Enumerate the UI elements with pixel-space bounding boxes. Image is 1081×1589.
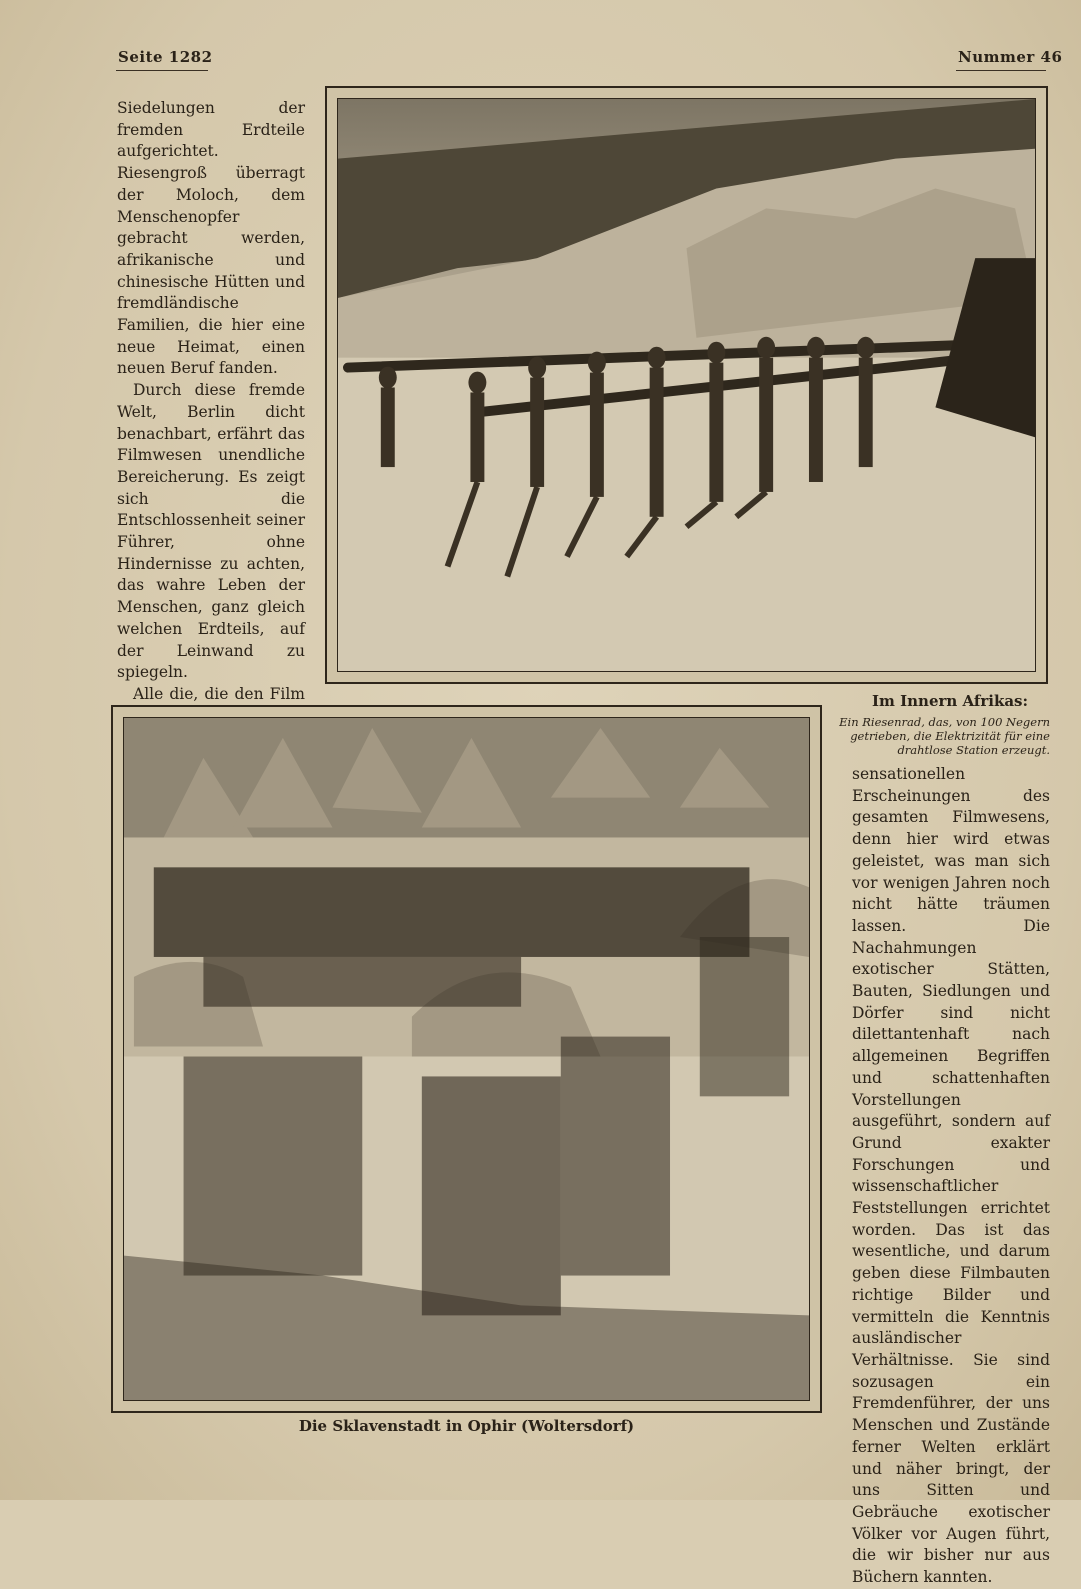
photo-giant-wheel — [325, 86, 1048, 684]
paragraph: Alle die, die den Film — [133, 684, 305, 703]
photo-slave-town — [111, 705, 822, 1413]
page-number-header: Seite 1282 — [118, 48, 213, 66]
paragraph: Durch diese fremde Welt, Berlin dicht benachbart, erfährt das Filmwesen unendliche Bereicherung. Es zeigt sich die Entschlossenheit seiner Führer, ohne Hindernisse zu achten, das wahre Leben der Menschen, ganz gleich welchen Erdteils, auf der Leinwand zu spiegeln. — [117, 381, 305, 682]
photo-giant-wheel-image — [337, 98, 1036, 672]
right-text-column — [852, 764, 1050, 1589]
photo-top-caption-title: Im Innern Afrikas: — [872, 692, 1029, 710]
paragraph: sensationellen Erscheinungen des gesamten Filmwesens, denn hier wird etwas geleistet, was man sich vor wenigen Jahren noch nicht hätte träumen lassen. Die Nachahmungen exotischer Stätten, Bauten, Siedlungen und Dörfer sind nicht dilettantenhaft nach allgemeinen Begriffen und schattenhaften Vorstellungen ausgeführt, sondern auf Grund exakter Forschungen und wissenschaftlicher Feststellungen errichtet worden. Das ist das wesentliche, und darum geben diese Filmbauten richtige Bilder und vermitteln die Kenntnis ausländischer Verhältnisse. Sie sind sozusagen ein Fremdenführer, der uns Menschen und Zustände ferner Welten erklärt und näher bringt, der uns Sitten und Gebräuche exotischer Völker vor Augen führt, die wir bisher nur aus Büchern kannten. — [852, 765, 1050, 1587]
header-rule-right — [956, 70, 1046, 71]
paragraph: Siedelungen der fremden Erdteile aufgerichtet. Riesengroß überragt der Moloch, dem Menschenopfer gebracht werden, afrikanische und chinesische Hütten und fremdländische Familien, die hier eine neue Heimat, einen neuen Beruf fanden. — [117, 99, 305, 378]
header-rule-left — [116, 70, 208, 71]
photo-bottom-caption: Die Sklavenstadt in Ophir (Woltersdorf) — [298, 1417, 635, 1435]
issue-number-header: Nummer 46 — [958, 48, 1063, 66]
photo-giant-wheel-svg — [338, 99, 1035, 671]
photo-top-caption-body: Ein Riesenrad, das, von 100 Negern getrieben, die Elektrizität für eine drahtlose Station erzeugt. — [839, 715, 1050, 757]
photo-slave-town-image — [123, 717, 810, 1401]
photo-slave-town-svg — [124, 718, 809, 1400]
